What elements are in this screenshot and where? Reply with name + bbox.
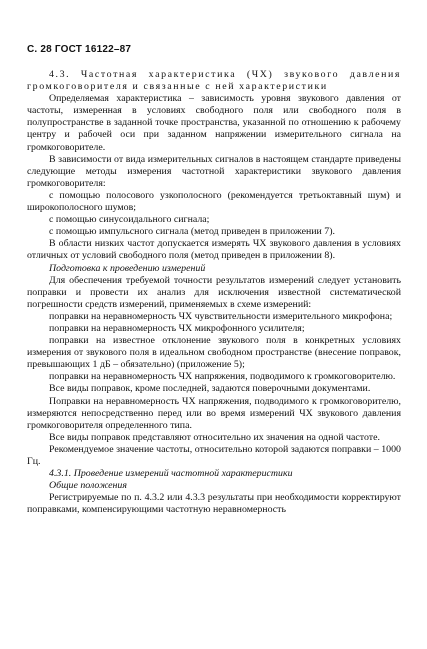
subsection-title: 4.3.1. Проведение измерений частотной характеристики xyxy=(49,468,293,480)
paragraph: поправки на известное отклонение звукового поля в конкретных условиях измерения от звукового поля в идеальном свободном пространстве (внесение поправок, превышающих 1 дБ – обязательно) (приложение 5); xyxy=(27,335,401,371)
paragraph: с помощью полосового узкополосного (рекомендуется третьоктавный шум) и широкополосного шумов; xyxy=(27,189,401,214)
paragraph: поправки на неравномерность ЧХ микрофонного усилителя; xyxy=(49,322,305,334)
paragraph: поправки на неравномерность ЧХ чувствительности измерительного микрофона; xyxy=(49,310,393,322)
paragraph: Регистрируемые по п. 4.3.2 или 4.3.3 результаты при необходимости корректируют поправками, компенсирующими частотную неравномерность xyxy=(27,492,401,516)
paragraph: с помощью импульсного сигнала (метод приведен в приложении 7). xyxy=(49,226,335,238)
paragraph: Определяемая характеристика – зависимость уровня звукового давления от частоты, измеренная в условиях свободного поля или свободного поля в полупространстве в заданной точке пространства, указанной по отношению к рабочему центру и рабочей оси при заданном напряжении измерительного сигнала на громкоговорителе. xyxy=(27,93,401,153)
paragraph: поправки на неравномерность ЧХ напряжения, подводимого к громкоговорителю. xyxy=(49,371,396,383)
document-body xyxy=(27,69,401,516)
paragraph: с помощью синусоидального сигнала; xyxy=(49,214,210,226)
paragraph: Все виды поправок, кроме последней, задаются поверочными документами. xyxy=(49,383,371,395)
page-header: С. 28 ГОСТ 16122–87 xyxy=(27,44,132,55)
paragraph: Для обеспечения требуемой точности результатов измерений следует установить поправки и провести их анализ для исключения известной систематической погрешности средств измерений, применяемых в схеме измерений: xyxy=(27,274,401,310)
paragraph: В зависимости от вида измерительных сигналов в настоящем стандарте приведены следующие методы измерения частотной характеристики звукового давления громкоговорителя: xyxy=(27,153,401,189)
paragraph: В области низких частот допускается измерять ЧХ звукового давления в условиях отличных от условий свободного поля (метод приведен в приложении 8). xyxy=(27,238,401,262)
subheading-general: Общие положения xyxy=(49,480,127,492)
subheading-preparation: Подготовка к проведению измерений xyxy=(49,262,206,274)
paragraph: Рекомендуемое значение частоты, относительно которой задаются поправки – 1000 Гц. xyxy=(27,443,401,467)
section-title: 4.3. Частотная характеристика (ЧХ) звукового давления громкоговорителя и связанные с ней характеристики xyxy=(27,69,401,93)
paragraph: Поправки на неравномерность ЧХ напряжения, подводимого к громкоговорителю, измеряются непосредственно перед или во время измерений ЧХ звукового давления громкоговорителя определенного типа. xyxy=(27,395,401,431)
paragraph: Все виды поправок представляют относительно их значения на одной частоте. xyxy=(49,431,380,443)
